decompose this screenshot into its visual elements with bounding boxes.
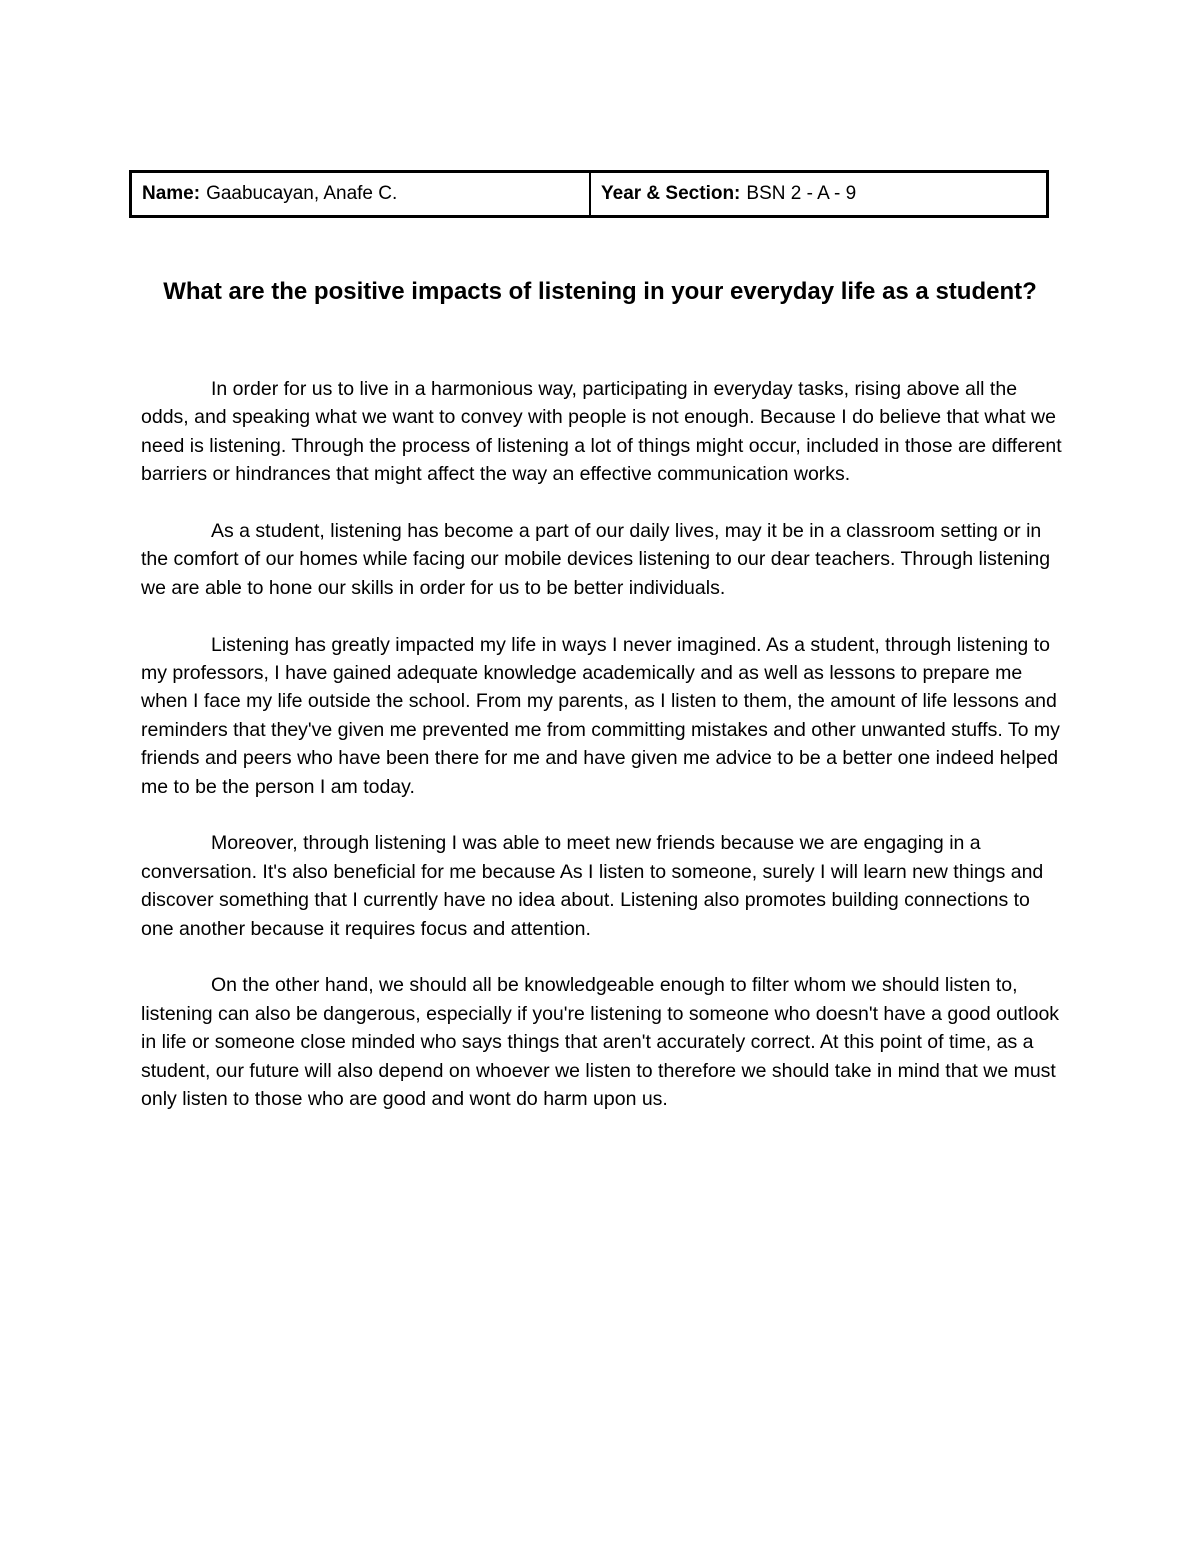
essay-title: What are the positive impacts of listening in your everyday life as a student? [163,278,1037,305]
essay-paragraph-3: Listening has greatly impacted my life in ways I never imagined. As a student, through listening to my professors, I have gained adequate knowledge academically and as well as lessons to prepare me when I face my life outside the school. From my parents, as I listen to them, the amount of life lessons and reminders that they've given me prevented me from committing mistakes and other unwanted stuffs. To my friends and peers who have been there for me and have given me advice to be a better one indeed helped me to be the person I am today. [141,633,1060,798]
essay-paragraph-5: On the other hand, we should all be knowledgeable enough to filter whom we should listen to, listening can also be dangerous, especially if you're listening to someone who doesn't have a good outlook in life or someone close minded who says things that aren't accurately correct. At this point of time, as a student, our future will also depend on whoever we listen to therefore we should take in mind that we must only listen to those who are good and wont do harm upon us. [141,974,1060,1111]
essay-paragraph-2: As a student, listening has become a part of our daily lives, may it be in a classroom setting or in the comfort of our homes while facing our mobile devices listening to our dear teachers. Through listening we are able to hone our skills in order for us to be better individuals. [141,520,1051,599]
essay-body [141,375,1066,1142]
name-cell [132,173,591,215]
essay-paragraph-4: Moreover, through listening I was able to meet new friends because we are engaging in a conversation. It's also beneficial for me because As I listen to someone, surely I will learn new things and discover something that I currently have no idea about. Listening also promotes building connections to one another because it requires focus and attention. [141,832,1044,940]
name-label: Name: [142,183,201,204]
year-section-cell [591,173,1046,215]
student-info-table [129,170,1049,218]
year-section-label: Year & Section: [601,183,741,204]
essay-paragraph-1: In order for us to live in a harmonious way, participating in everyday tasks, rising above all the odds, and speaking what we want to convey with people is not enough. Because I do believe that what we need is listening. Through the process of listening a lot of things might occur, included in those are different barriers or hindrances that might affect the way an effective communication works. [141,378,1062,486]
year-section-value: BSN 2 - A - 9 [746,183,857,204]
name-value: Gaabucayan, Anafe C. [206,183,398,204]
